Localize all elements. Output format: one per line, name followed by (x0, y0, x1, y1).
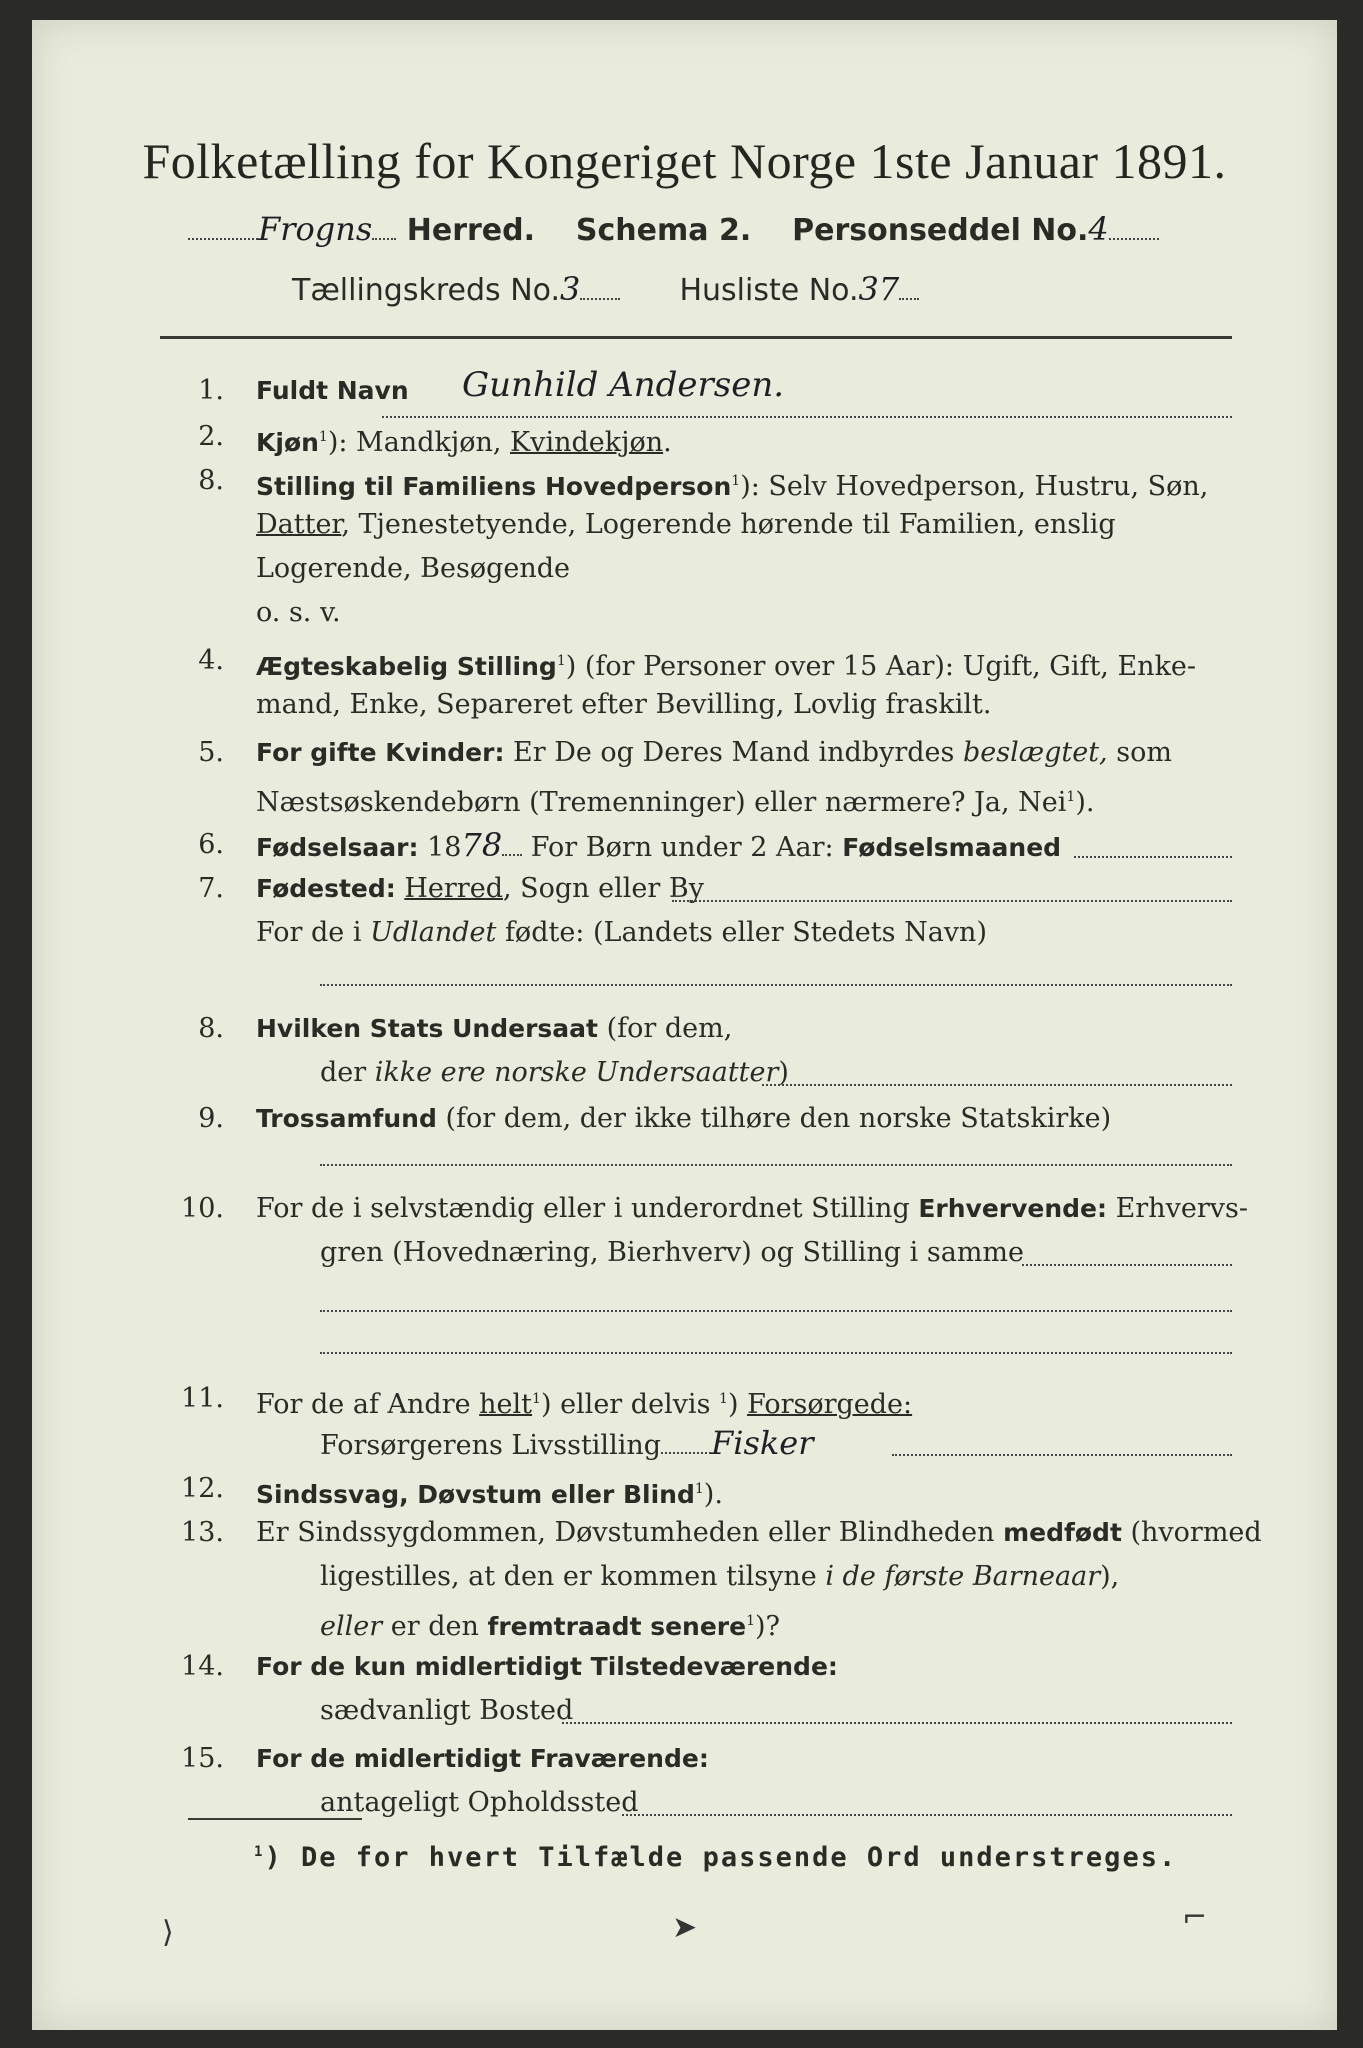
question-label: Sindssvag, Døvstum eller Blind (256, 1480, 695, 1509)
question-number: 12. (181, 1473, 224, 1504)
census-form-page: Folketælling for Kongeriget Norge 1ste Januar 1891. Frogns Herred. Schema 2. Personseddel No.4 Tællingskreds No.3 Husliste No.37 1. Fuldt Navn Gunhild Andersen. 2. Kjøn$^1$): Mandkjøn, Kvindekjøn. 8. Stilling til Familiens Hovedperson$^1$): Selv Hovedperson, Hustru, Søn, Datter, Tjenestetyende, Logerende hørende til Familien, enslig Logerende, Besøgende o. s. v. 4. Ægteskabelig Stilling$^1$) (for Personer over 15 Aar): Ugift, Gift, Enke- mand, Enke, Separeret efter Bevilling, Lovlig fraskilt. 5. For gifte Kvinder: Er De og Deres Mand indbyrdes beslægtet, som Næstsøskendebørn (Tremenninger) eller nærmere? Ja, Nei$^1$). 6. Fødselsaar: 1878 For Børn under 2 Aar: Fødselsmaaned 7. Fødested: Herred, Sogn eller By For de i Udlandet fødte: (Landets eller Stedets Navn) 8. Hvilken Stats Undersaat (for dem, der ikke ere norske Undersaatter) 9. Trossamfund (for dem, der ikke tilhøre den norske Statskirke) 10. For de i selvstændig eller i underordnet Stilling Erhvervende: Erhvervs- gren (Hovednæring, Bierhverv) og Stilling i samme 11. For de af Andre helt$^1$) eller delvis $^1$) Forsørgede: Forsørgerens Livsstilling Fisker 12. Sindssvag, Døvstum eller Blind$^1$). 13. Er Sindssygdommen, Døvstumheden eller Blindheden medfødt (hvormed ligestilles, at den er kommen tilsyne i de første Barneaar), eller er den fremtraadt senere$^1$)? 14. For de kun midlertidigt Tilstedeværende: sædvanligt Bosted 15. For de midlertidigt Fraværende: antageligt Opholdssted $^1$) De for hvert Tilfælde passende Ord understreges. ⟩ ➤ ⌐ (32, 20, 1337, 2030)
question-label: fremtraadt senere (487, 1612, 747, 1641)
question-label: Fødested: (256, 874, 396, 903)
dotted-line (320, 1352, 1232, 1354)
question-label: Fødselsaar: (256, 833, 419, 862)
question-label: Fuldt Navn (256, 376, 409, 405)
question-text: Udlandet (370, 917, 497, 948)
question-text: som (1107, 737, 1172, 768)
underlined-answer: Kvindekjøn (510, 427, 664, 458)
question-number: 4. (198, 645, 224, 676)
question-text: er den (382, 1611, 488, 1642)
underlined-answer: Herred (404, 873, 503, 904)
question-text: ), (1100, 1561, 1120, 1592)
question-number: 8. (198, 1013, 224, 1044)
question-text: eller (320, 1611, 383, 1642)
question-number: 15. (181, 1743, 224, 1774)
question-text: beslægtet, (962, 737, 1108, 768)
question-text: Er De og Deres Mand indbyrdes (504, 737, 963, 768)
question-text: ). (703, 1479, 723, 1510)
ink-mark: ➤ (672, 1910, 698, 1945)
herred-value: Frogns (258, 210, 373, 248)
question-number: 5. (198, 737, 224, 768)
underlined-answer: Datter (256, 509, 342, 540)
dotted-line (892, 1454, 1232, 1456)
dotted-line (320, 1164, 1232, 1166)
question-label: Erhvervende: (918, 1194, 1108, 1223)
dotted-line (672, 900, 1232, 902)
question-text: Er Sindssygdommen, Døvstumheden eller Blindheden (256, 1517, 1004, 1548)
question-text: Erhvervs- (1107, 1193, 1248, 1224)
question-text: gren (Hovednæring, Bierhverv) og Stilling i samme (320, 1237, 1025, 1268)
ink-mark: ⌐ (1182, 1900, 1208, 1935)
question-text: ) (727, 1389, 748, 1420)
question-label: Kjøn (256, 428, 319, 457)
question-text: ): Selv Hovedperson, Hustru, Søn, (740, 471, 1209, 502)
question-text: Næstsøskendebørn (Tremenninger) eller nærmere? Ja, Nei (256, 787, 1067, 818)
question-number: 1. (198, 375, 224, 406)
question-label: Fødselsmaaned (842, 833, 1062, 862)
form-title: Folketælling for Kongeriget Norge 1ste Januar 1891. (142, 133, 1227, 189)
question-text: ) (for Personer over 15 Aar): Ugift, Gift, Enke- (565, 651, 1197, 682)
question-text: (for dem, der ikke tilhøre den norske Statskirke) (436, 1103, 1112, 1134)
schema-label: Schema 2. (575, 213, 752, 248)
question-text: (hvormed (1121, 1517, 1262, 1548)
question-text: mand, Enke, Separeret efter Bevilling, Lovlig fraskilt. (256, 689, 992, 720)
dotted-line (1074, 856, 1232, 858)
question-label: For de midlertidigt Fraværende: (256, 1744, 709, 1773)
question-label: For gifte Kvinder: (256, 738, 505, 767)
herred-label: Herred. (406, 213, 535, 248)
question-text: For de af Andre (256, 1389, 480, 1420)
question-label: medfødt (1003, 1518, 1122, 1547)
question-text: ikke ere norske Undersaatter (374, 1057, 779, 1088)
question-label: For de kun midlertidigt Tilstedeværende: (256, 1652, 838, 1681)
ink-mark: ⟩ (162, 1915, 174, 1950)
husliste-value: 37 (858, 270, 900, 308)
full-name-value: Gunhild Andersen. (462, 365, 785, 405)
dotted-line (762, 1084, 1232, 1086)
question-text: antageligt Opholdssted (320, 1787, 639, 1818)
question-number: 14. (181, 1651, 224, 1682)
herred-line (188, 210, 1159, 248)
question-text: fødte: (Landets eller Stedets Navn) (496, 917, 987, 948)
underlined-answer: helt (479, 1389, 533, 1420)
question-text: , Sogn eller By (502, 873, 704, 904)
question-text: ) (778, 1057, 789, 1088)
personseddel-label: Personseddel No. (792, 213, 1089, 248)
footnote-ref: 1 (318, 429, 328, 445)
question-text: der (320, 1057, 375, 1088)
question-text: ) eller delvis (540, 1389, 720, 1420)
question-text: ligestilles, at den er kommen tilsyne (320, 1561, 826, 1592)
dotted-line (320, 1310, 1232, 1312)
question-text: Logerende, Besøgende (256, 553, 570, 584)
footnote (254, 1842, 1177, 1873)
taellingskreds-line (292, 270, 919, 308)
question-text: For de i (256, 917, 371, 948)
question-text: )? (755, 1611, 781, 1642)
question-text: sædvanligt Bosted (320, 1695, 574, 1726)
question-text: i de første Barneaar (825, 1561, 1101, 1592)
taellingskreds-value: 3 (560, 270, 581, 308)
birth-year-value: 78 (461, 826, 503, 864)
question-number: 13. (181, 1517, 224, 1548)
question-number: 9. (198, 1103, 224, 1134)
personseddel-value: 4 (1088, 210, 1109, 248)
footnote-rule (188, 1818, 362, 1820)
question-text: , Tjenestetyende, Logerende hørende til Familien, enslig (341, 509, 1116, 540)
question-text: . (663, 427, 672, 458)
question-text: Forsørgerens Livsstilling (320, 1430, 662, 1461)
question-text: ). (1075, 787, 1095, 818)
dotted-line (1022, 1264, 1232, 1266)
question-text: 18 (418, 832, 462, 863)
question-number: 10. (181, 1193, 224, 1224)
question-text: For Børn under 2 Aar: (522, 832, 843, 863)
question-label: Trossamfund (256, 1104, 437, 1133)
dotted-line (320, 984, 1232, 986)
header-rule (160, 336, 1232, 339)
dotted-line (622, 1814, 1232, 1816)
provider-occupation-value: Fisker (711, 1424, 814, 1462)
question-number: 11. (181, 1383, 224, 1414)
dotted-line (562, 1722, 1232, 1724)
question-number: 6. (198, 829, 224, 860)
question-label: Hvilken Stats Undersaat (256, 1014, 598, 1043)
husliste-label: Husliste No. (679, 273, 859, 308)
footnote-text: ) De for hvert Tilfælde passende Ord understreges. (264, 1842, 1178, 1873)
question-label: Stilling til Familiens Hovedperson (256, 472, 732, 501)
question-number: 2. (198, 421, 224, 452)
question-text: For de i selvstændig eller i underordnet Stilling (256, 1193, 919, 1224)
question-text: ): Mandkjøn, (327, 427, 511, 458)
taellingskreds-label: Tællingskreds No. (292, 273, 560, 308)
underlined-answer: Forsørgede: (747, 1389, 913, 1420)
question-text: o. s. v. (256, 597, 341, 628)
question-number: 7. (198, 873, 224, 904)
question-number: 8. (198, 465, 224, 496)
footnote-marker: 1 (254, 1844, 265, 1860)
question-label: Ægteskabelig Stilling (256, 652, 557, 681)
question-text: (for dem, (597, 1013, 733, 1044)
